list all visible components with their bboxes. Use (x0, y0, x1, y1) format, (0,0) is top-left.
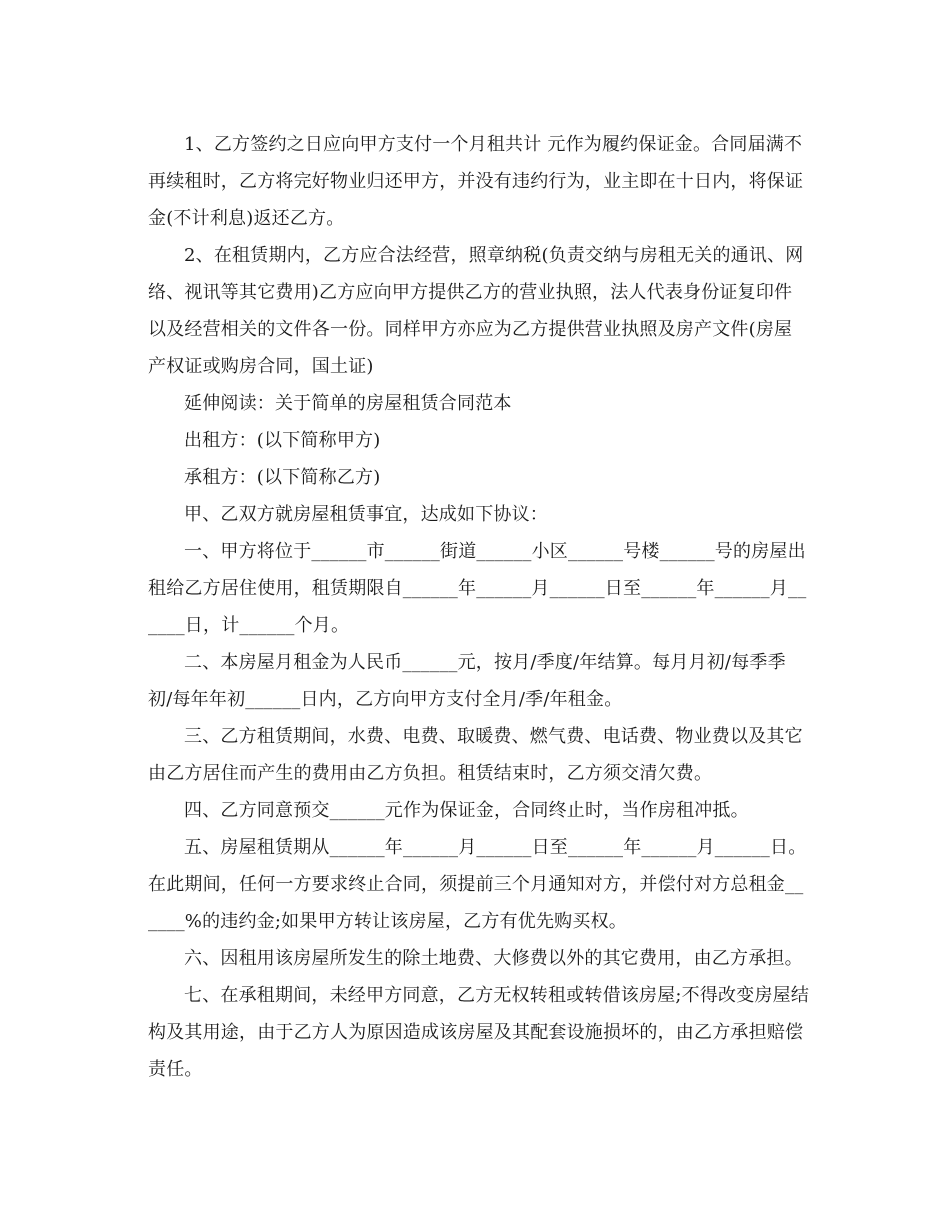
clause-2-rent: 二、本房屋月租金为人民币______元，按月/季度/年结算。每月月初/每季季初/每年年初______日内，乙方向甲方支付全月/季/年租金。 (148, 652, 786, 710)
clause-business-operation: 2、在租赁期内，乙方应合法经营，照章纳税(负责交纳与房租无关的通讯、网络、视讯等其它费用)乙方应向甲方提供乙方的营业执照，法人代表身份证复印件以及经营相关的文件各一份。同样甲方亦应为乙方提供营业执照及房产文件(房屋产权证或购房合同，国土证) (148, 245, 804, 377)
lessee-line: 承租方：(以下简称乙方) (184, 467, 381, 488)
clause-4-security-deposit: 四、乙方同意预交______元作为保证金，合同终止时，当作房租冲抵。 (184, 800, 749, 821)
clause-7-subletting: 七、在承租期间，未经甲方同意，乙方无权转租或转借该房屋;不得改变房屋结构及其用途，由于乙方人为原因造成该房屋及其配套设施损坏的，由乙方承担赔偿责任。 (148, 985, 810, 1080)
clause-3-utilities: 三、乙方租赁期间，水费、电费、取暖费、燃气费、电话费、物业费以及其它由乙方居住而产生的费用由乙方负担。租赁结束时，乙方须交清欠费。 (148, 726, 803, 784)
clause-6-fees: 六、因租用该房屋所发生的除土地费、大修费以外的其它费用，由乙方承担。 (184, 948, 803, 969)
agreement-intro: 甲、乙双方就房屋租赁事宜，达成如下协议： (184, 504, 548, 525)
clause-deposit: 1、乙方签约之日应向甲方支付一个月租共计 元作为履约保证金。合同届满不再续租时，乙方将完好物业归还甲方，并没有违约行为，业主即在十日内，将保证金(不计利息)返还乙方。 (148, 134, 804, 229)
lessor-line: 出租方：(以下简称甲方) (184, 430, 381, 451)
document-body (148, 126, 810, 1088)
further-reading-line: 延伸阅读：关于简单的房屋租赁合同范本 (184, 393, 512, 414)
clause-5-termination: 五、房屋租赁期从______年______月______日至______年______月______日。在此期间，任何一方要求终止合同，须提前三个月通知对方，并偿付对方总租金______%的违约金;如果甲方转让该房屋，乙方有优先购买权。 (148, 837, 807, 932)
clause-1-location-term: 一、甲方将位于______市______街道______小区______号楼______号的房屋出租给乙方居住使用，租赁期限自______年______月______日至______年______月______日，计______个月。 (148, 541, 807, 636)
